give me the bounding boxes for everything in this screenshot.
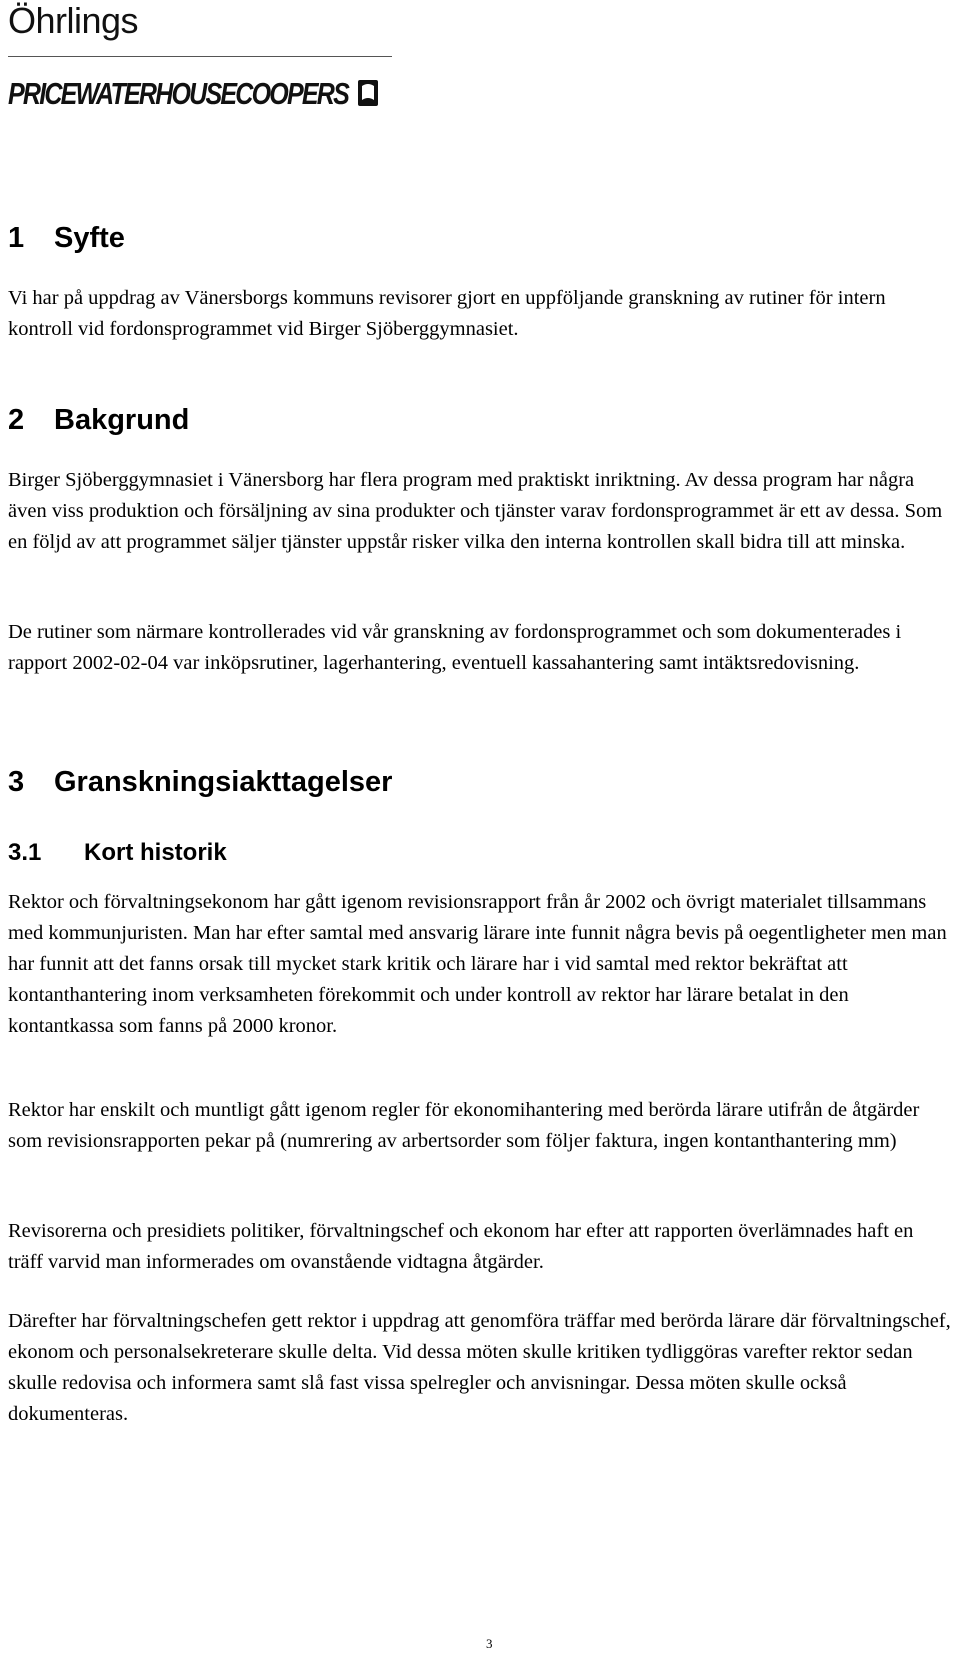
section-3-1-paragraph-2: Rektor har enskilt och muntligt gått igenom regler för ekonomihantering med berörda lärare utifrån de åtgärder som revisionsrapporten pekar på (numrering av arbertsorder som följer faktura, ingen kontanthantering mm) [8,1099,920,1152]
page-number: 3 [486,1636,493,1651]
section-3-heading [8,766,392,799]
section-3-1-title: Kort historik [84,839,227,866]
section-1-title: Syfte [54,222,125,254]
section-3-1-paragraph-1: Rektor och förvaltningsekonom har gått igenom revisionsrapport från år 2002 och övrigt materialet tillsammans med kommunjuristen. Man har efter samtal med ansvarig lärare inte funnit några bevis på oegentligheter men man har funnit att det fanns orsak till mycket stark kritik och lärare har i vid samtal med rektor bekräftat att kontanthantering inom verksamheten förekommit och under kontroll av rektor har lärare betalat in den kontantkassa som fanns på 2000 kronor. [8,891,947,1037]
section-2-number: 2 [8,404,25,436]
section-2-title: Bakgrund [54,404,190,436]
pwc-wordmark: PRICEWATERHOUSECOOPERS [8,76,351,111]
section-1-paragraph-1: Vi har på uppdrag av Vänersborgs kommuns revisorer gjort en uppföljande granskning av rutiner för intern kontroll vid fordonsprogrammet vid Birger Sjöberggymnasiet. [8,287,886,340]
section-3-title: Granskningsiakttagelser [54,766,393,798]
section-1-number: 1 [8,222,25,254]
section-2-paragraph-2: De rutiner som närmare kontrollerades vid vår granskning av fordonsprogrammet och som dokumenterades i rapport 2002-02-04 var inköpsrutiner, lagerhantering, eventuell kassahantering samt intäktsredovisning. [8,621,902,674]
pricewaterhousecoopers-logo [6,68,406,116]
section-2-heading [8,404,189,437]
section-3-1-heading [8,839,227,867]
section-3-1-number: 3.1 [8,839,42,866]
section-2-paragraph-1: Birger Sjöberggymnasiet i Vänersborg har flera program med praktiskt inriktning. Av dessa program har några även viss produktion och försäljning av sina produkter och tjänster varav fordonsprogrammet är ett av dessa. Som en följd av att programmet säljer tjänster uppstår risker vilka den interna kontrollen skall bidra till att minska. [8,469,943,553]
ohrlings-logo: Öhrlings [8,0,139,41]
logo-divider [8,56,392,57]
section-3-1-paragraph-4: Därefter har förvaltningschefen gett rektor i uppdrag att genomföra träffar med berörda lärare där förvaltningschef, ekonom och personalsekreterare skulle delta. Vid dessa möten skulle kritiken tydliggöras varefter rektor sedan skulle redovisa och informera samt slå fast vissa spelregler och anvisningar. Dessa möten skulle också dokumenteras. [8,1310,951,1425]
section-3-number: 3 [8,766,25,798]
section-3-1-paragraph-3: Revisorerna och presidiets politiker, förvaltningschef och ekonom har efter att rapporten överlämnades haft en träff varvid man informerades om ovanstående vidtagna åtgärder. [8,1220,914,1273]
section-1-heading [8,222,125,255]
